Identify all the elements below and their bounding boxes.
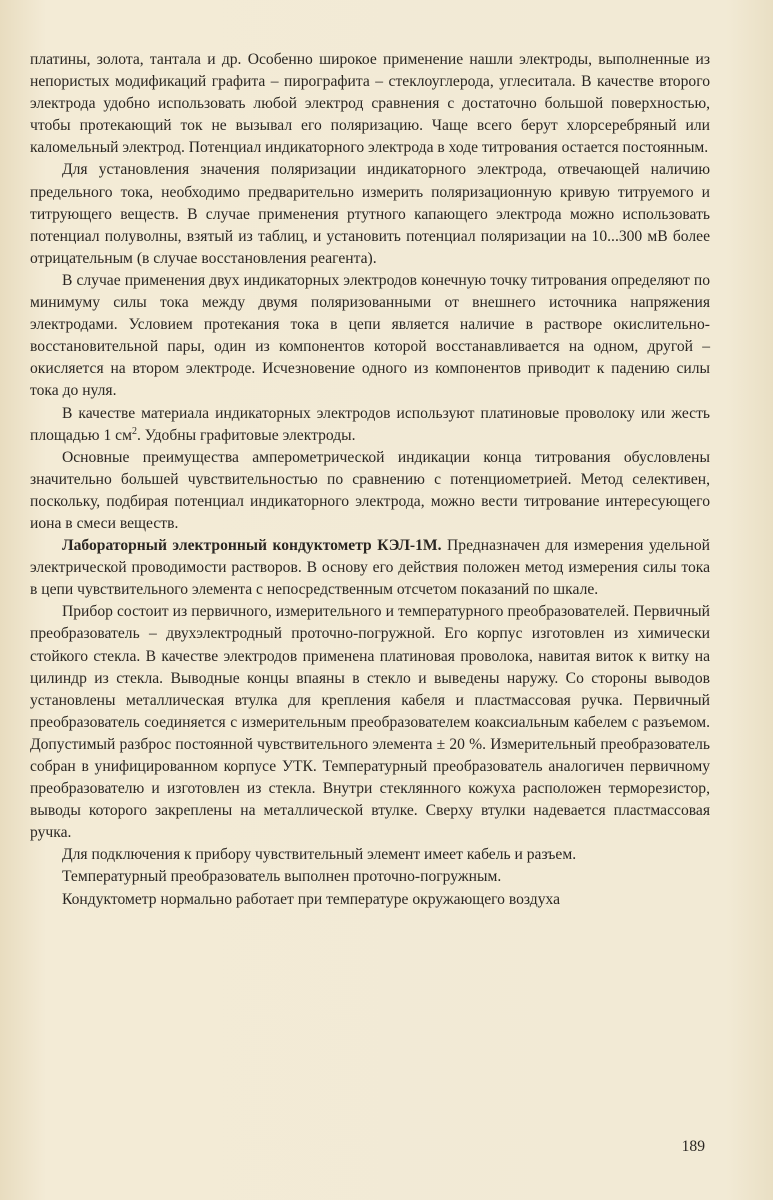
paragraph-9: Температурный преобразователь выполнен проточно-погружным. (62, 868, 502, 886)
paragraph-6 (30, 535, 710, 601)
paragraph-3: В случае применения двух индикаторных электродов конечную точку титрования определяют по минимуму силы тока между двумя поляризованными от внешнего источника напряжения электродами. Условием протекания тока в цепи является наличие в растворе окислительно-восстановительной пары, один из компонентов которой восстанавливается на одном, другой – окисляется на втором электроде. Исчезновение одного из компонентов приводит к падению силы тока до нуля. (30, 271, 710, 400)
body-text (30, 49, 710, 911)
paragraph-7: Прибор состоит из первичного, измерительного и температурного преобразователей. Первичный преобразователь – двухэлектродный проточно-погружной. Его корпус изготовлен из химически стойкого стекла. В качестве электродов применена платиновая проволока, навитая виток к витку на цилиндр из стекла. Выводные концы впаяны в стекло и выведены наружу. Со стороны выводов установлены металлическая втулка для крепления кабеля и пластмассовая ручка. Первичный преобразователь соединяется с измерительным преобразователем коаксиальным кабелем с разъемом. Допустимый разброс постоянной чувствительного элемента ± 20 %. Измерительный преобразователь собран в унифицированном корпусе УТК. Температурный преобразователь аналогичен первичному преобразователю и изготовлен из стекла. Внутри стеклянного кожуха расположен терморезистор, выводы которого закреплены на металлической втулке. Сверху втулки надевается пластмассовая ручка. (30, 603, 710, 842)
paragraph-2: Для установления значения поляризации индикаторного электрода, отвечающей наличию предельного тока, необходимо предварительно измерить поляризационную кривую титруемого и титрующего веществ. В случае применения ртутного капающего электрода можно использовать потенциал полуволны, взятый из таблиц, и установить потенциал поляризации на 10...300 мВ более отрицательным (в случае восстановления реагента). (30, 161, 710, 267)
device-heading: Лабораторный электронный кондуктометр КЭЛ-1М. (62, 537, 442, 555)
paragraph-8: Для подключения к прибору чувствительный элемент имеет кабель и разъем. (62, 846, 577, 864)
paragraph-5: Основные преимущества амперометрической индикации конца титрования обусловлены значительно большей чувствительностью по сравнению с потенциометрией. Метод селективен, поскольку, подбирая потенциал индикаторного электрода, можно вести титрование интересующего иона в смеси веществ. (30, 448, 710, 532)
paragraph-4 (30, 403, 710, 447)
page-number: 189 (681, 1138, 705, 1155)
paragraph-6-text: Предназначен для измерения удельной электрической проводимости растворов. В основу его действия положен метод измерения силы тока в цепи чувствительного элемента с непосредственным отсчетом показаний по шкале. (30, 537, 710, 599)
superscript: 2 (131, 425, 137, 437)
paragraph-4-text-end: . Удобны графитовые электроды. (136, 426, 356, 444)
paragraph-10: Кондуктометр нормально работает при температуре окружающего воздуха (62, 890, 561, 908)
paragraph-4-text: В качестве материала индикаторных электродов используют платиновые проволоку или жесть площадью 1 см (30, 404, 710, 444)
paragraph-1: платины, золота, тантала и др. Особенно широкое применение нашли электроды, выполненные из непористых модификаций графита – пирографита – стеклоуглерода, углеситала. В качестве второго электрода удобно использовать любой электрод сравнения с достаточно большой поверхностью, чтобы протекающий ток не вызывал его поляризацию. Чаще всего берут хлорсеребряный или каломельный электрод. Потенциал индикаторного электрода в ходе титрования остается постоянным. (30, 51, 710, 157)
